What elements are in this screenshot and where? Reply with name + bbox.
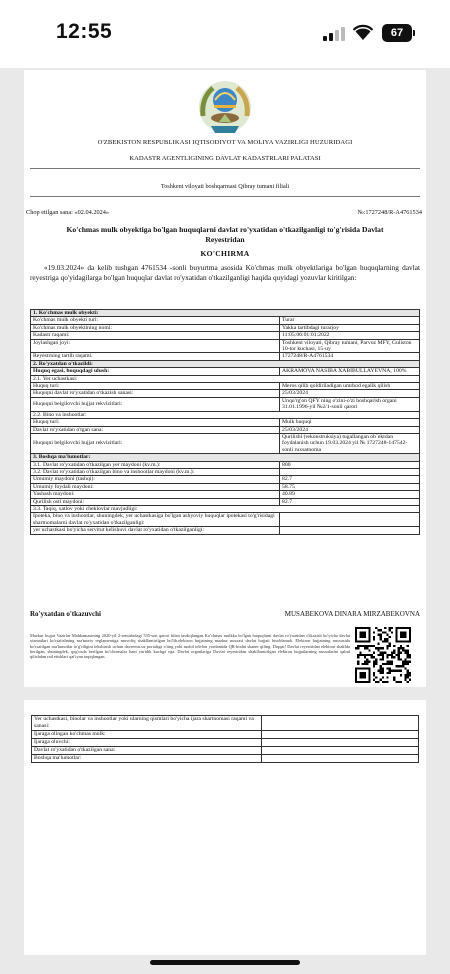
table-cell	[262, 716, 419, 731]
lease-table	[31, 715, 419, 763]
table-cell: Joylashgan joyi:	[31, 339, 280, 353]
table-cell	[280, 513, 420, 527]
table-cell: Yashash maydoni:	[31, 491, 280, 498]
table-cell: Qurilishi (rekonstruksiya) tugallangan ob`ektdan foydalanish uchun 19.03.2024 yil № 1727248-147542-sonli ruxsatnoma	[280, 433, 420, 453]
table-section-row	[31, 360, 420, 367]
table-cell: Huquqni davlat ro'yxatidan o'tkazish sanasi:	[31, 390, 280, 397]
table-section-row	[31, 310, 420, 317]
registrar-label: Ro'yxatdan o'tkazuvchi	[30, 610, 101, 618]
document-number: №:1727248/R-A4761534	[357, 209, 422, 216]
table-cell: 1. Ko'chmas mulk obyekti:	[31, 310, 420, 317]
status-bar	[0, 0, 450, 68]
table-cell: 800	[280, 461, 420, 468]
table-row	[32, 739, 419, 747]
agency-heading: KADASTR AGENTLIGINING DAVLAT KADASTRLARI PALATASI	[129, 155, 321, 162]
registry-table	[30, 309, 420, 535]
table-cell: 40.89	[280, 491, 420, 498]
table-cell: 2. Ro'yxatdan o'tkazildi:	[31, 360, 420, 367]
print-date: Chop etilgan sana: «02.04.2024»	[26, 209, 110, 216]
table-cell: Ipoteka, bino va inshootlar, shuningdek, yer uchastkasiga bo'lgan ashyoviy huquqlar ipotekasi to'g'risidagi shartnomalarni davlat ro'yxatidan o'tkazilganligi:	[31, 513, 280, 527]
table-cell: Kadastr raqami:	[31, 332, 280, 339]
table-cell: 3. Boshqa ma'lumotlar:	[31, 454, 420, 461]
table-row	[31, 513, 420, 527]
table-cell	[280, 527, 420, 534]
table-cell: Davlat ro'yxatidan o'tkazilgan sana:	[32, 747, 262, 755]
table-cell: Umumiy maydoni (tashqi):	[31, 476, 280, 483]
table-cell: Ko'chmas mulk obyektining nomi:	[31, 324, 280, 331]
table-row	[31, 468, 420, 475]
intro-paragraph: «19.03.2024» da kelib tushgan 4761534 -sonli buyurtma asosida Ko'chmas mulk obyektlariga bo'lgan huquqlarning davlat reyestriga qo'yidagilarga bo'lgan huquqlar davlat ro'yxatidan o'tkazilganligi haqida quyidagi yozuvlar kiritilgan:	[30, 263, 420, 282]
table-cell: 3.1. Davlat ro'yxatidan o'tkazilgan yer maydoni (kv.m.):	[31, 461, 280, 468]
table-cell: Ijaraga olingan ko'chmas mulk:	[32, 731, 262, 739]
table-cell: Toshkent viloyati, Qibray tumani, Parvoz MFY, Guliston 10-tor kuchasi, 15-uy	[280, 339, 420, 353]
table-cell	[262, 739, 419, 747]
table-cell: 82.7	[280, 476, 420, 483]
battery-icon: 67	[382, 24, 412, 42]
table-cell: Turar	[280, 317, 420, 324]
table-cell: 2.2. Bino va inshootlar:	[31, 411, 420, 418]
table-cell: 3.2. Davlat ro'yxatidan o'tkazilgan bino va inshootlar maydoni (kv.m.):	[31, 468, 280, 475]
table-cell: Huquq turi:	[31, 383, 280, 390]
table-row	[31, 353, 420, 360]
table-cell: Huquqni belgilovchi hujjat rekvizitlari:	[31, 433, 280, 453]
table-row	[31, 476, 420, 483]
wifi-icon	[353, 24, 373, 41]
qr-code-icon[interactable]	[355, 627, 411, 683]
table-row	[31, 426, 420, 433]
cellular-signal-icon	[323, 26, 345, 41]
table-cell: 3.3. Taqiq, xatlov yoki cheklovlar mavjudligi:	[31, 505, 420, 512]
table-row	[31, 527, 420, 534]
table-cell	[262, 747, 419, 755]
table-cell: AKRAMOVA NASIBA XABIBULLAYEVNA, 100%	[280, 368, 420, 375]
table-cell: Ko'chmas mulk obyekti turi:	[31, 317, 280, 324]
table-row	[31, 419, 420, 426]
legal-footnote: Mazkur hujjat Vazirlar Mahkamasining 2020-yil 2-sentabrdagi 535-son qarori bilan tasdiqlangan Ko'chmas mulkka bo'lgan huquqlarni davlat ro'yxatidan o'tkazish bo'yicha davlat xizmatlari ko'rsatishning ma'muriy reglamentiga muvofiq shakllantirilgan bo'lib,elektron hujjatning mazkur nusxasi davlat hujjati hisoblanadi. Elektron hujjatning nusxasida ko'rsatilgan ma'lumotlar to'g'riligini tekshirish uchun davreestr.uz portaliga o'ting yoki mobil telefon yordamida QR-kodni skaner qiling. Diqqat! Davlat reyestridan elektron shaklda berilgan, shuningdek, qog'ozda berilgan ko'chirmalar ham yuridik kuchga ega. Davlat organlariga Davlat reyestridan shakllantirilgan elektron hujjatlarning nusxalarini qabul qilishdan rad etishlari qat'iyan taqiqlangan.	[30, 633, 350, 660]
table-cell	[262, 731, 419, 739]
table-row	[32, 747, 419, 755]
table-cell: 25/03/2024	[280, 390, 420, 397]
table-row	[31, 433, 420, 453]
table-row	[32, 731, 419, 739]
table-cell: 11:05:06:01:01:2022	[280, 332, 420, 339]
table-cell: 1727248/R-A4761534	[280, 353, 420, 360]
table-row	[32, 755, 419, 763]
divider	[30, 168, 420, 169]
table-cell: Umumiy foydali maydoni:	[31, 483, 280, 490]
table-row	[31, 324, 420, 331]
table-row	[31, 491, 420, 498]
home-indicator[interactable]	[150, 960, 300, 965]
table-cell: Ijaraga oluvchi:	[32, 739, 262, 747]
table-cell: Yakka tartibdagi turarjoy	[280, 324, 420, 331]
table-row	[31, 317, 420, 324]
table-cell	[280, 468, 420, 475]
table-cell: Reyestrning tartib raqami:	[31, 353, 280, 360]
table-cell: Huquq turi:	[31, 419, 280, 426]
table-cell: Huquq egasi, huquqdagi ulush:	[31, 368, 280, 375]
divider	[30, 196, 420, 197]
document-subtitle: KO'CHIRMA	[200, 249, 250, 258]
document-title: Ko'chmas mulk obyektiga bo'lgan huquqlarni davlat ro'yxatidan o'tkazilganligi to'g'risida Davlat Reyestridan	[66, 225, 384, 244]
table-row	[31, 498, 420, 505]
registrar-name: MUSABEKOVA DINARA MIRZABEKOVNA	[284, 610, 420, 618]
table-row	[31, 332, 420, 339]
table-row	[31, 461, 420, 468]
table-cell: 82.7	[280, 498, 420, 505]
table-row	[31, 397, 420, 411]
table-row	[32, 716, 419, 731]
table-cell: 2.1. Yer uchastkasi:	[31, 375, 420, 382]
table-cell: Unqo'rg'on QFY ning o'zini-o'zi boshqarish organi 31.01.1996-yil №2/1-sonli qarori	[280, 397, 420, 411]
table-row	[31, 383, 420, 390]
table-cell: Davlat ro'yxatidan o'tgan sana:	[31, 426, 280, 433]
table-row	[31, 505, 420, 512]
document-page-1	[24, 70, 426, 687]
table-row	[31, 390, 420, 397]
table-cell: Mulk huquqi	[280, 419, 420, 426]
table-section-row	[31, 454, 420, 461]
table-row	[31, 368, 420, 375]
table-cell: yer uchastkasi bo'yicha servitut kelishuvi davlat ro'yxatidan o'tkazilganligi:	[31, 527, 280, 534]
status-time: 12:55	[56, 20, 113, 43]
document-page-2	[24, 700, 426, 955]
table-cell: 25/03/2024	[280, 426, 420, 433]
table-cell: Yer uchastkasi, binolar va inshootlar yoki ularning qismlari bo'yicha ijara shartnomasi raqami va sanasi:	[32, 716, 262, 731]
table-cell: 58.75	[280, 483, 420, 490]
ministry-heading: O'ZBEKISTON RESPUBLIKASI IQTISODIYOT VA MOLIYA VAZIRLIGI HUZURIDAGI	[97, 139, 353, 146]
table-row	[31, 375, 420, 382]
table-cell: Huquqni belgilovchi hujjat rekvizitlari:	[31, 397, 280, 411]
state-emblem-icon	[197, 78, 253, 138]
table-cell	[262, 755, 419, 763]
table-cell: Meros qilib qoldiriladigan umrbod egalik qilish	[280, 383, 420, 390]
table-cell: Qurilish osti maydoni:	[31, 498, 280, 505]
table-row	[31, 483, 420, 490]
table-cell: Boshqa ma'lumotlar:	[32, 755, 262, 763]
table-row	[31, 411, 420, 418]
table-row	[31, 339, 420, 353]
branch-name: Toshkent viloyati boshqarmasi Qibray tumani filiali	[160, 183, 290, 190]
